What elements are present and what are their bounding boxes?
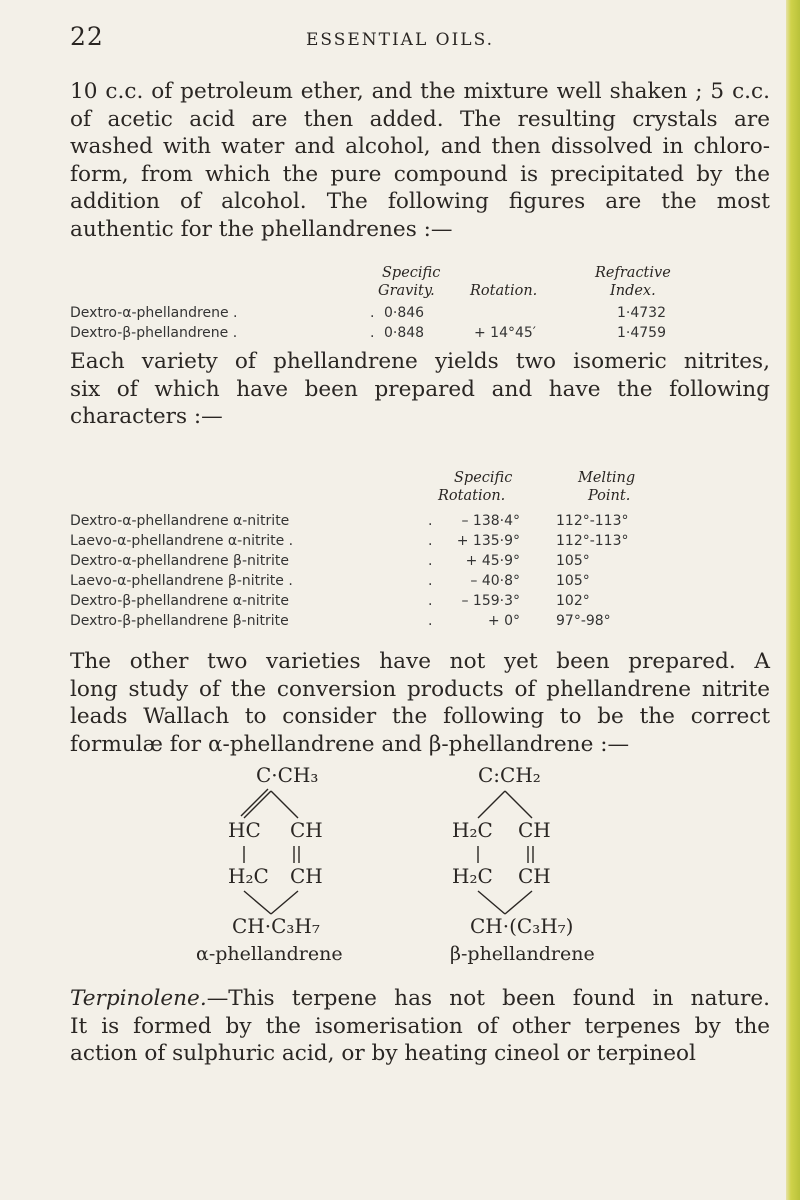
page-edge bbox=[786, 0, 800, 1200]
text-line: Each variety of phellandrene yields two isomeric nitrites, bbox=[70, 349, 770, 374]
text-line: addition of alcohol. The following figures are the most bbox=[70, 189, 770, 214]
col-header-index: Refractive bbox=[595, 265, 671, 281]
col-header-melting: Melting bbox=[578, 470, 636, 486]
table-cell-melting: 102° bbox=[556, 593, 590, 609]
table-row-name: Dextro-α-phellandrene β-nitrite bbox=[70, 553, 290, 569]
text-line: The other two varieties have not yet been prepared. A bbox=[70, 649, 770, 674]
text-line: leads Wallach to consider the following to be the correct bbox=[70, 704, 770, 729]
paragraph-3 bbox=[70, 648, 770, 758]
text-line bbox=[70, 985, 770, 1013]
formula-atom: C:CH₂ bbox=[478, 763, 541, 787]
table-row-name: Dextro-β-phellandrene . bbox=[70, 325, 238, 341]
table-cell-rotation: – 138·4° bbox=[461, 513, 520, 529]
table-cell-index: 1·4732 bbox=[617, 305, 666, 321]
table-row-dots: . bbox=[370, 305, 375, 321]
formula-atom: CH bbox=[518, 818, 551, 842]
table-cell-rotation: + 0° bbox=[487, 613, 520, 629]
table-cell-rotation: + 45·9° bbox=[465, 553, 520, 569]
table-cell-melting: 105° bbox=[556, 553, 590, 569]
page-number: 22 bbox=[70, 22, 104, 51]
table-cell-rotation: + 135·9° bbox=[456, 533, 520, 549]
formula-atom: C·CH₃ bbox=[256, 763, 319, 787]
formula-atom: CH bbox=[290, 864, 323, 888]
text-line: characters :— bbox=[70, 404, 223, 429]
text-line: 10 c.c. of petroleum ether, and the mixture well shaken ; 5 c.c. bbox=[70, 79, 770, 104]
text-line: washed with water and alcohol, and then dissolved in chloro- bbox=[70, 134, 770, 159]
text-span: —This terpene has not been found in nature. bbox=[206, 986, 770, 1011]
table-row-name: Laevo-α-phellandrene β-nitrite . bbox=[70, 573, 293, 589]
text-line: action of sulphuric acid, or by heating cineol or terpineol bbox=[70, 1041, 696, 1066]
formula-label: α-phellandrene bbox=[196, 943, 343, 965]
section-heading: Terpinolene. bbox=[70, 986, 207, 1011]
table-row-name: Dextro-β-phellandrene α-nitrite bbox=[70, 593, 290, 609]
formula-atom: H₂C bbox=[452, 818, 493, 842]
table-cell-gravity: 0·846 bbox=[384, 305, 425, 321]
table-cell-melting: 112°-113° bbox=[556, 533, 629, 549]
table-row-dots: . bbox=[428, 533, 433, 549]
table-row-dots: . bbox=[428, 613, 433, 629]
formula-atom: HC bbox=[228, 818, 261, 842]
running-head: ESSENTIAL OILS. bbox=[305, 30, 495, 50]
table-cell-melting: 112°-113° bbox=[556, 513, 629, 529]
text-line: It is formed by the isomerisation of other terpenes by the bbox=[70, 1013, 770, 1039]
table-cell-rotation: – 159·3° bbox=[461, 593, 520, 609]
table-cell-melting: 97°-98° bbox=[556, 613, 611, 629]
col-header-gravity: Specific bbox=[382, 265, 441, 281]
text-line: form, from which the pure compound is precipitated by the bbox=[70, 161, 770, 187]
table-row-name: Dextro-α-phellandrene α-nitrite bbox=[70, 513, 290, 529]
table-row-dots: . bbox=[428, 553, 433, 569]
text-line: of acetic acid are then added. The resulting crystals are bbox=[70, 106, 770, 132]
text-line: six of which have been prepared and have the following bbox=[70, 376, 770, 402]
text-line: long study of the conversion products of phellandrene nitrite bbox=[70, 676, 770, 702]
table-row-dots: . bbox=[428, 513, 433, 529]
col-header-rotation: Rotation. bbox=[438, 488, 506, 504]
paragraph-4 bbox=[70, 985, 770, 1068]
text-line: formulæ for α-phellandrene and β-phellandrene :— bbox=[70, 731, 630, 757]
table-cell-rotation: + 14°45′ bbox=[474, 325, 536, 341]
paragraph-2 bbox=[70, 348, 770, 431]
table-row-dots: . bbox=[428, 573, 433, 589]
table-row-dots: . bbox=[370, 325, 375, 341]
table-row-name: Dextro-β-phellandrene β-nitrite bbox=[70, 613, 289, 629]
formula-atom: CH·(C₃H₇) bbox=[470, 914, 574, 938]
table-row-dots: . bbox=[428, 593, 433, 609]
formula-atom: CH bbox=[290, 818, 323, 842]
formula-label: β-phellandrene bbox=[450, 943, 595, 965]
table-cell-gravity: 0·848 bbox=[384, 325, 425, 341]
formula-atom: CH·C₃H₇ bbox=[232, 914, 320, 938]
table-row-name: Laevo-α-phellandrene α-nitrite . bbox=[70, 533, 294, 549]
col-header-rotation: Rotation. bbox=[470, 283, 538, 299]
table-cell-melting: 105° bbox=[556, 573, 590, 589]
col-header-index: Index. bbox=[610, 283, 656, 299]
col-header-melting: Point. bbox=[588, 488, 631, 504]
table-row-name: Dextro-α-phellandrene . bbox=[70, 305, 238, 321]
table-cell-rotation: – 40·8° bbox=[470, 573, 520, 589]
formula-atom: CH bbox=[518, 864, 551, 888]
formula-atom: H₂C bbox=[452, 864, 493, 888]
paragraph-1 bbox=[70, 78, 770, 243]
formula-atom: H₂C bbox=[228, 864, 269, 888]
table-cell-index: 1·4759 bbox=[617, 325, 666, 341]
text-line: authentic for the phellandrenes :— bbox=[70, 216, 453, 242]
col-header-rotation: Specific bbox=[454, 470, 513, 486]
col-header-gravity: Gravity. bbox=[378, 283, 435, 299]
